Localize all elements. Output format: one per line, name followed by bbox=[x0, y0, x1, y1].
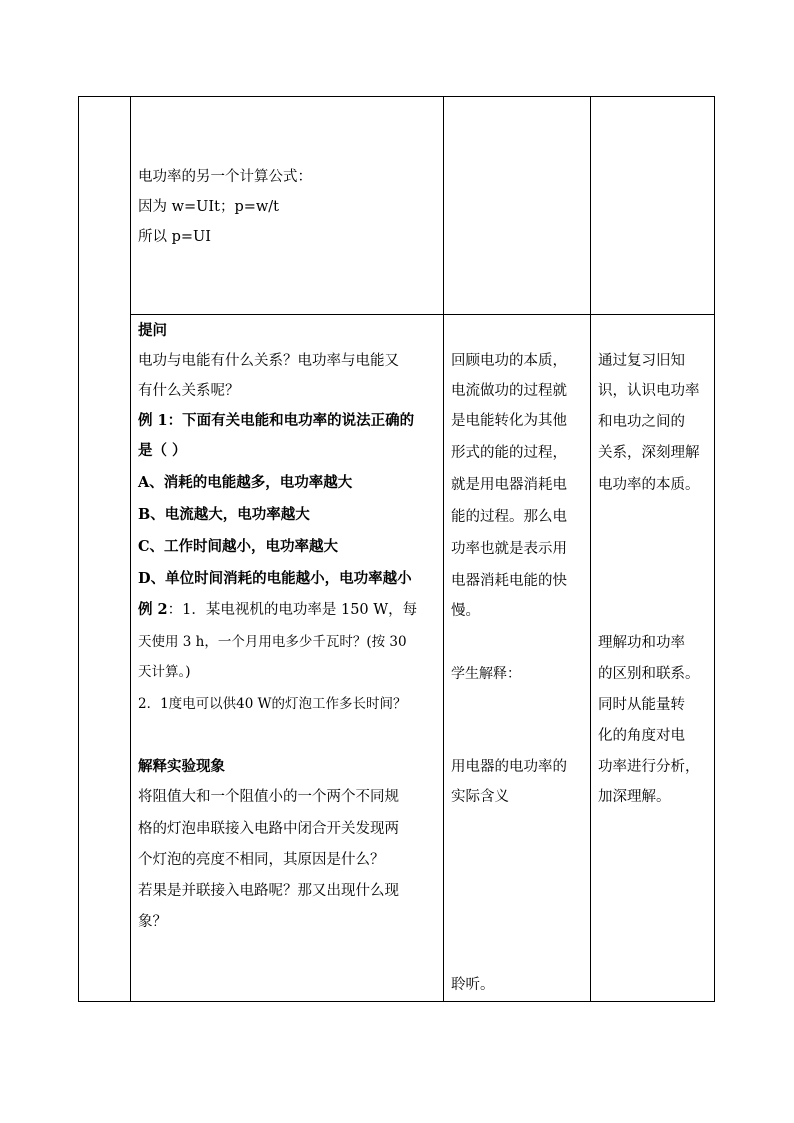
example2-question: 2．1度电可以供40 W的灯泡工作多长时间？ bbox=[138, 696, 407, 712]
formula-result: 所以 p=UI bbox=[138, 229, 211, 245]
question-line: 电功与电能有什么关系？电功率与电能又 bbox=[138, 353, 399, 369]
student-explain-label: 学生解释： bbox=[451, 666, 521, 682]
listen-text: 聆听。 bbox=[451, 977, 495, 993]
intent-line: 关系，深刻理解 bbox=[598, 445, 700, 461]
lesson-plan-table bbox=[78, 96, 715, 1002]
explain-line: 将阻值大和一个阻值小的一个两个不同规 bbox=[138, 789, 399, 805]
example2-label: 例 2 bbox=[138, 601, 168, 618]
intent-line: 同时从能量转 bbox=[598, 697, 685, 713]
example1-line: 是（ ） bbox=[138, 442, 187, 459]
review-line: 能的过程。那么电 bbox=[451, 509, 567, 525]
stage-cell bbox=[79, 97, 131, 1002]
intent-line: 通过复习旧知 bbox=[598, 353, 685, 369]
meaning-line: 用电器的电功率的 bbox=[451, 759, 567, 775]
question-title: 提问 bbox=[138, 322, 167, 339]
option-d: D、单位时间消耗的电能越小，电功率越小 bbox=[138, 570, 412, 587]
example1-line: 例 1：下面有关电能和电功率的说法正确的 bbox=[138, 412, 415, 429]
intent-line: 和电功之间的 bbox=[598, 414, 685, 430]
review-line: 回顾电功的本质， bbox=[451, 353, 567, 369]
intent-line: 理解功和功率 bbox=[598, 635, 685, 651]
review-line: 功率也就是表示用 bbox=[451, 541, 567, 557]
explain-line: 格的灯泡串联接入电路中闭合开关发现两 bbox=[138, 821, 399, 837]
review-line: 就是用电器消耗电 bbox=[451, 477, 567, 493]
design-intent-cell bbox=[591, 315, 715, 1002]
example2-text: ：1．某电视机的电功率是 150 W，每 bbox=[167, 602, 418, 618]
review-line: 形式的能的过程， bbox=[451, 445, 567, 461]
student-activity-cell bbox=[444, 97, 591, 315]
content-cell bbox=[131, 97, 444, 315]
design-intent-cell bbox=[591, 97, 715, 315]
meaning-line: 实际含义 bbox=[451, 789, 509, 805]
intent-line: 电功率的本质。 bbox=[598, 477, 700, 493]
option-b: B、电流越大，电功率越大 bbox=[138, 506, 310, 523]
explain-line: 象？ bbox=[138, 914, 167, 930]
table-row bbox=[79, 315, 715, 1002]
explain-title: 解释实验现象 bbox=[138, 758, 225, 775]
example2-line bbox=[138, 600, 417, 620]
review-line: 慢。 bbox=[451, 603, 480, 619]
intent-line: 识，认识电功率 bbox=[598, 383, 700, 399]
formula-derivation: 因为 w=UIt；p=w/t bbox=[138, 199, 279, 215]
table-row bbox=[79, 97, 715, 315]
intent-line: 的区别和联系。 bbox=[598, 666, 700, 682]
review-line: 电器消耗电能的快 bbox=[451, 573, 567, 589]
formula-heading: 电功率的另一个计算公式： bbox=[138, 169, 312, 185]
example2-line: 天计算。) bbox=[138, 664, 191, 680]
explain-line: 个灯泡的亮度不相同，其原因是什么？ bbox=[138, 852, 385, 868]
option-a: A、消耗的电能越多，电功率越大 bbox=[138, 474, 353, 491]
example2-line: 天使用 3 h，一个月用电多少千瓦时？(按 30 bbox=[138, 634, 407, 650]
question-line: 有什么关系呢？ bbox=[138, 383, 240, 399]
intent-line: 加深理解。 bbox=[598, 789, 671, 805]
content-cell bbox=[131, 315, 444, 1002]
student-activity-cell bbox=[444, 315, 591, 1002]
option-c: C、工作时间越小，电功率越大 bbox=[138, 538, 339, 555]
review-line: 是电能转化为其他 bbox=[451, 413, 567, 429]
review-line: 电流做功的过程就 bbox=[451, 383, 567, 399]
intent-line: 化的角度对电 bbox=[598, 728, 685, 744]
explain-line: 若果是并联接入电路呢？那又出现什么现 bbox=[138, 883, 399, 899]
intent-line: 功率进行分析， bbox=[598, 759, 700, 775]
